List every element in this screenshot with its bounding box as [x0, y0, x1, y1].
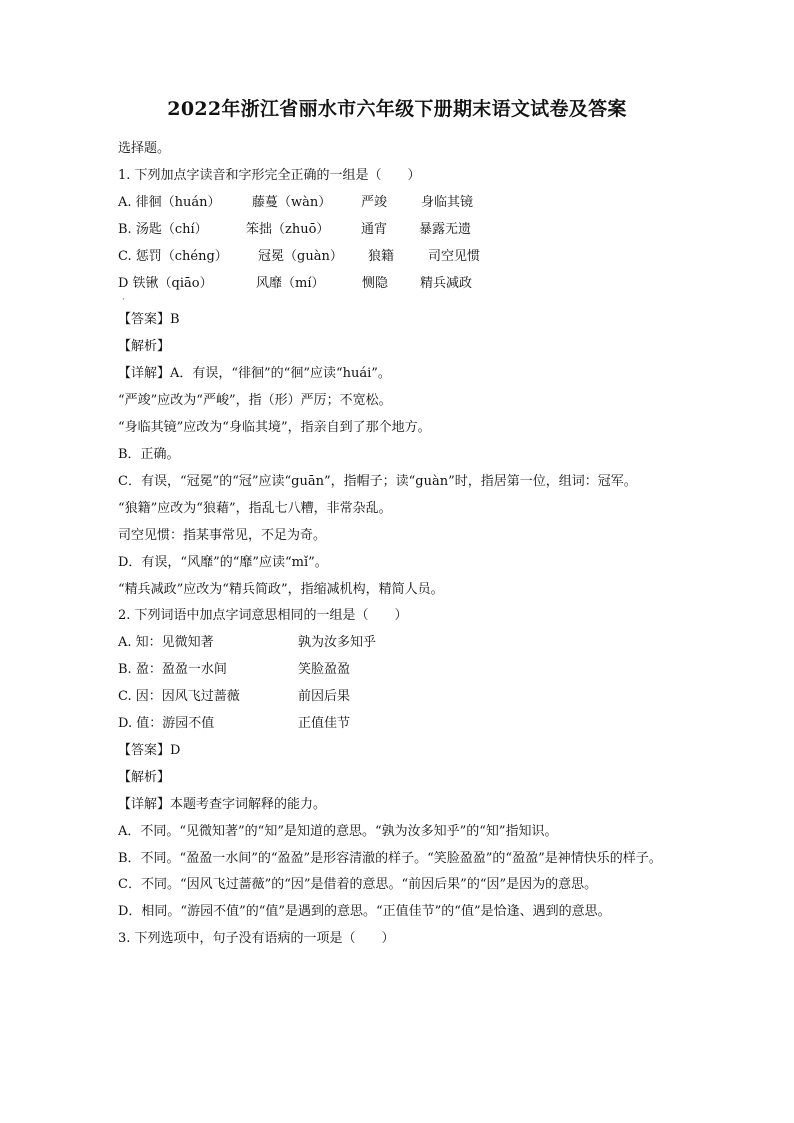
question-1-option-c [118, 244, 680, 271]
question-2-option-c [118, 684, 680, 711]
option-cell: 冠冕（guàn） [258, 248, 343, 264]
option-cell: A. 徘徊（huán） [118, 194, 221, 210]
option-cell: 身临其镜 [421, 194, 474, 210]
option-cell: 前因后果 [298, 689, 351, 705]
option-cell: B. 汤匙（chí） [118, 221, 208, 237]
section-heading: 选择题。 [118, 141, 171, 156]
question-1-option-a [118, 190, 680, 217]
question-1-detail: “精兵减政”应改为“精兵简政”，指缩减机构，精简人员。 [118, 581, 444, 597]
question-1-option-b [118, 217, 680, 244]
option-cell: 恻隐 [362, 275, 389, 291]
question-2-detail: A．不同。“见微知著”的“知”是知道的意思。“孰为汝多知乎”的“知”指知识。 [118, 823, 558, 839]
option-cell: 通宵 [361, 221, 388, 237]
question-1-detail: “严竣”应改为“严峻”，指（形）严厉；不宽松。 [118, 393, 392, 409]
option-cell: 孰为汝多知乎 [298, 635, 377, 651]
question-2-stem: 2. 下列词语中加点字词意思相同的一组是（ ） [118, 608, 408, 624]
document-body [118, 136, 680, 953]
document-title: 2022年浙江省丽水市六年级下册期末语文试卷及答案 [167, 98, 627, 120]
option-cell: 暴露无遗 [419, 221, 472, 237]
option-cell: 笑脸盈盈 [298, 662, 351, 678]
option-cell: 正值佳节 [298, 716, 351, 732]
question-1-detail: “身临其镜”应改为“身临其境”，指亲自到了那个地方。 [118, 420, 431, 436]
question-2-analysis-label: 【解析】 [118, 769, 171, 785]
question-2-option-d [118, 711, 680, 738]
option-cell: D 铁锹（qiāo） [118, 275, 213, 291]
question-1-detail: D．有误，“风靡”的“靡”应读“mǐ”。 [118, 554, 328, 570]
question-1-option-d [118, 271, 680, 298]
question-1-detail: C．有误，“冠冕”的“冠”应读“guān”，指帽子；读“guàn”时，指居第一位，组词：冠军。 [118, 473, 637, 489]
question-2-detail: D．相同。“游园不值”的“值”是遇到的意思。“正值佳节”的“值”是恰逢、遇到的意思。 [118, 904, 611, 920]
question-1-detail: 【详解】A．有误，“徘徊”的“徊”应读“huái”。 [118, 366, 391, 382]
option-cell: 狼籍 [368, 248, 395, 264]
option-cell: C. 惩罚（chéng） [118, 248, 228, 264]
question-2-option-a [118, 630, 680, 657]
option-cell: 风靡（mí） [256, 275, 325, 291]
question-1-detail: B．正确。 [118, 446, 180, 462]
question-2-detail: C．不同。“因风飞过蔷薇”的“因”是借着的意思。“前因后果”的“因”是因为的意思。 [118, 877, 598, 893]
question-3-stem: 3. 下列选项中，句子没有语病的一项是（ ） [118, 931, 395, 947]
option-cell: 精兵减政 [420, 275, 473, 291]
question-1-stem: 1. 下列加点字读音和字形完全正确的一组是（ ） [118, 167, 421, 183]
question-2-option-b [118, 657, 680, 684]
question-2-answer: 【答案】D [118, 742, 181, 758]
question-1-answer: 【答案】B [118, 312, 180, 328]
option-cell: 笨拙（zhuō） [246, 221, 330, 237]
stray-dot-mark: · [122, 295, 125, 305]
option-cell: 司空见惯 [428, 248, 481, 264]
question-2-detail: 【详解】本题考查字词解释的能力。 [118, 796, 327, 812]
option-cell: B. 盈：盈盈一水间 [118, 662, 227, 678]
option-cell: C. 因：因风飞过蔷薇 [118, 689, 240, 705]
question-1-analysis-label: 【解析】 [118, 339, 171, 355]
question-1-detail: “狼籍”应改为“狼藉”，指乱七八糟，非常杂乱。 [118, 500, 392, 516]
option-cell: D. 值：游园不值 [118, 716, 215, 732]
option-cell: A. 知：见微知著 [118, 635, 214, 651]
question-2-detail: B．不同。“盈盈一水间”的“盈盈”是形容清澈的样子。“笑脸盈盈”的“盈盈”是神情快乐的样子。 [118, 850, 662, 866]
option-cell: 严竣 [361, 194, 388, 210]
option-cell: 藤蔓（wàn） [252, 194, 332, 210]
question-1-detail: 司空见惯：指某事常见，不足为奇。 [118, 527, 327, 543]
